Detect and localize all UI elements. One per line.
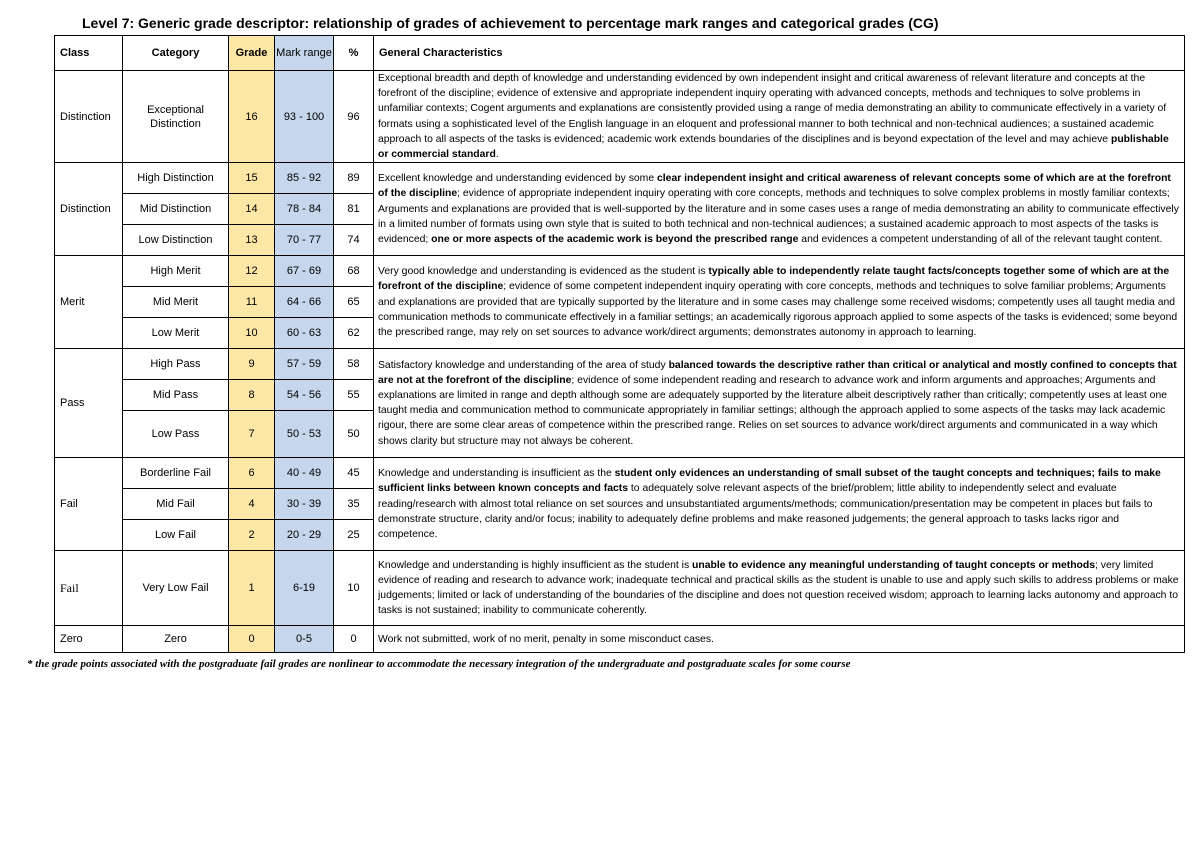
category-cell: High Pass — [123, 349, 229, 380]
category-cell: Low Pass — [123, 411, 229, 458]
characteristics-cell — [374, 458, 1185, 551]
category-cell: Mid Merit — [123, 287, 229, 318]
category-cell: Very Low Fail — [123, 551, 229, 626]
header-row — [55, 36, 1185, 71]
footnote: * the grade points associated with the postgraduate fail grades are nonlinear to accommodate the necessary integration of the undergraduate and postgraduate scales for some course — [27, 658, 851, 670]
grade-cell: 1 — [229, 551, 275, 626]
percent-cell: 10 — [334, 551, 374, 626]
table-row — [55, 458, 1185, 489]
grade-cell: 4 — [229, 489, 275, 520]
grade-descriptor-table — [54, 35, 1185, 653]
header-grade: Grade — [229, 36, 275, 71]
desc-text: Very good knowledge and understanding is evidenced as the student is — [378, 266, 709, 278]
percent-cell: 65 — [334, 287, 374, 318]
table-row — [55, 626, 1185, 653]
mark-range-cell: 67 - 69 — [275, 256, 334, 287]
mark-range-cell: 40 - 49 — [275, 458, 334, 489]
category-cell: Low Fail — [123, 520, 229, 551]
header-category: Category — [123, 36, 229, 71]
mark-range-cell: 20 - 29 — [275, 520, 334, 551]
percent-cell: 74 — [334, 225, 374, 256]
table-row — [55, 256, 1185, 287]
grade-cell: 2 — [229, 520, 275, 551]
percent-cell: 35 — [334, 489, 374, 520]
header-mark-range: Mark range — [275, 36, 334, 71]
desc-emphasis: balanced towards the descriptive rather than critical or analytical and mostly confined to concepts that are not at the forefront of the discipline — [378, 359, 1177, 386]
characteristics-cell — [374, 626, 1185, 653]
table-row — [55, 71, 1185, 163]
class-cell: Fail — [55, 458, 123, 551]
grade-cell: 7 — [229, 411, 275, 458]
category-cell: Borderline Fail — [123, 458, 229, 489]
percent-cell: 55 — [334, 380, 374, 411]
desc-text: and evidences a competent understanding of all of the relevant taught content. — [798, 234, 1163, 246]
percent-cell: 25 — [334, 520, 374, 551]
characteristics-cell — [374, 349, 1185, 458]
desc-emphasis: unable to evidence any meaningful understanding of taught concepts or methods — [692, 559, 1096, 571]
mark-range-cell: 57 - 59 — [275, 349, 334, 380]
mark-range-cell: 78 - 84 — [275, 194, 334, 225]
desc-text: ; evidence of appropriate independent inquiry operating with core concepts, methods and techniques to solve complex problems in mostly familiar contexts; Arguments and explanations are provided that is well-supported by the literature and in some cases uses a range of media demonstrating an ability to communicate effectively in a limited number of formats using own style that is suited to both technical and non-technical audiences; a sustained academic approach to most aspects of the tasks is evidenced; — [378, 188, 1179, 246]
table-row — [55, 349, 1185, 380]
grade-cell: 15 — [229, 163, 275, 194]
desc-emphasis: student only evidences an understanding of small subset of the taught concepts and techniques; fails to make sufficient links between known concepts and facts — [378, 468, 1161, 495]
mark-range-cell: 54 - 56 — [275, 380, 334, 411]
category-cell: Mid Fail — [123, 489, 229, 520]
mark-range-cell: 70 - 77 — [275, 225, 334, 256]
grade-cell: 9 — [229, 349, 275, 380]
header-percent: % — [334, 36, 374, 71]
header-characteristics: General Characteristics — [374, 36, 1185, 71]
grade-cell: 11 — [229, 287, 275, 318]
desc-emphasis: one or more aspects of the academic work is beyond the prescribed range — [431, 234, 799, 246]
table-row — [55, 163, 1185, 194]
desc-text: Work not submitted, work of no merit, penalty in some misconduct cases. — [378, 633, 714, 645]
category-cell: Low Merit — [123, 318, 229, 349]
class-cell: Zero — [55, 626, 123, 653]
grade-cell: 13 — [229, 225, 275, 256]
desc-text: ; very limited evidence of reading and research to advance work; inadequate technical and practical skills as the student is unable to use and apply such skills to address problems or make judgements; limited or lack of understanding of the boundaries of the discipline and does not question received wisdom; approach to learning lacks autonomy and approach to tasks is not sustained; inability to communicate coherently. — [378, 559, 1179, 617]
characteristics-cell — [374, 256, 1185, 349]
category-cell: Exceptional Distinction — [123, 71, 229, 163]
desc-text: Knowledge and understanding is highly insufficient as the student is — [378, 559, 693, 571]
mark-range-cell: 60 - 63 — [275, 318, 334, 349]
characteristics-cell — [374, 163, 1185, 256]
mark-range-cell: 6-19 — [275, 551, 334, 626]
percent-cell: 81 — [334, 194, 374, 225]
mark-range-cell: 50 - 53 — [275, 411, 334, 458]
desc-text: Satisfactory knowledge and understanding of the area of study — [378, 359, 669, 371]
grade-cell: 0 — [229, 626, 275, 653]
header-class: Class — [55, 36, 123, 71]
grade-cell: 14 — [229, 194, 275, 225]
table-row — [55, 551, 1185, 626]
grade-cell: 16 — [229, 71, 275, 163]
grade-cell: 8 — [229, 380, 275, 411]
desc-emphasis: publishable or commercial standard — [378, 133, 1169, 161]
desc-text: Exceptional breadth and depth of knowledge and understanding evidenced by own independent insight and critical awareness of relevant literature and concepts at the forefront of the discipline; evidence of extensive and appropriate independent inquiry operating with advanced concepts, methods and techniques to solve problems in unfamiliar contexts; Cogent arguments and explanations are consistently provided using a range of media demonstrating an ability to communicate effectively in a variety of formats using a sophisticated level of the English language in an eloquent and professional manner to both technical and non-technical audiences; a sustained academic approach to all aspects of the tasks is evidenced; academic work extends boundaries of the disciplines and is beyond expectation of the level and may achieve — [378, 73, 1167, 145]
grade-cell: 12 — [229, 256, 275, 287]
class-cell: Merit — [55, 256, 123, 349]
percent-cell: 68 — [334, 256, 374, 287]
percent-cell: 50 — [334, 411, 374, 458]
mark-range-cell: 85 - 92 — [275, 163, 334, 194]
mark-range-cell: 0-5 — [275, 626, 334, 653]
desc-emphasis: typically able to independently relate taught facts/concepts together some of which are at the forefront of the discipline — [378, 266, 1170, 293]
class-cell: Distinction — [55, 71, 123, 163]
category-cell: Mid Pass — [123, 380, 229, 411]
grade-cell: 10 — [229, 318, 275, 349]
category-cell: High Distinction — [123, 163, 229, 194]
characteristics-cell — [374, 71, 1185, 163]
percent-cell: 58 — [334, 349, 374, 380]
category-cell: Zero — [123, 626, 229, 653]
grade-cell: 6 — [229, 458, 275, 489]
page-title: Level 7: Generic grade descriptor: relationship of grades of achievement to percentage mark ranges and categorical grades (CG) — [82, 15, 939, 31]
percent-cell: 0 — [334, 626, 374, 653]
category-cell: High Merit — [123, 256, 229, 287]
mark-range-cell: 64 - 66 — [275, 287, 334, 318]
class-cell: Fail — [55, 551, 123, 626]
desc-text: Knowledge and understanding is insufficient as the — [378, 468, 615, 480]
mark-range-cell: 93 - 100 — [275, 71, 334, 163]
category-cell: Mid Distinction — [123, 194, 229, 225]
percent-cell: 96 — [334, 71, 374, 163]
desc-text: ; evidence of some independent reading and research to advance work and inform arguments and approaches; Arguments and explanations are limited in range and depth although some are adequately supported by the literature albeit descriptively rather than critically; competently uses at least one taught media and communication method to communicate appropriately in familiar settings; although the approach applied to some aspects of the tasks may lack academic rigour, there are some clear areas of competence within the prescribed range. Relies on set sources to advance work/direct arguments and communicated in a way which shows clarity but structure may not always be coherent. — [378, 374, 1167, 447]
desc-emphasis: clear independent insight and critical awareness of relevant concepts some of which are at the forefront of the discipline — [378, 173, 1171, 200]
percent-cell: 62 — [334, 318, 374, 349]
percent-cell: 45 — [334, 458, 374, 489]
class-cell: Distinction — [55, 163, 123, 256]
desc-text: Excellent knowledge and understanding evidenced by some — [378, 173, 657, 185]
category-cell: Low Distinction — [123, 225, 229, 256]
desc-text: . — [495, 149, 499, 161]
class-cell: Pass — [55, 349, 123, 458]
percent-cell: 89 — [334, 163, 374, 194]
desc-text: ; evidence of some competent independent inquiry operating with core concepts, methods and techniques to solve familiar problems; Arguments and explanations are provided that are typically supported by the literature and in some cases may challenge some received wisdoms; competently uses all taught media and communication methods to communicate effectively in a familiar settings; an academically rigorous approach applied to some aspects of the tasks is evidenced; some beyond the prescribed range, may rely on set sources to advance work/direct arguments; demonstrates autonomy in approach to learning. — [378, 281, 1178, 339]
desc-text: to adequately solve relevant aspects of the brief/problem; little ability to independently select and evaluate reading/research with almost total reliance on set sources and unsubstantiated arguments/methods; communication/presentation may be competent in places but fails to demonstrate structure, clarity and/or focus; inability to adequately define problems and make reasoned judgements; the general approach to tasks lacks rigor and competence. — [378, 483, 1153, 541]
characteristics-cell — [374, 551, 1185, 626]
mark-range-cell: 30 - 39 — [275, 489, 334, 520]
